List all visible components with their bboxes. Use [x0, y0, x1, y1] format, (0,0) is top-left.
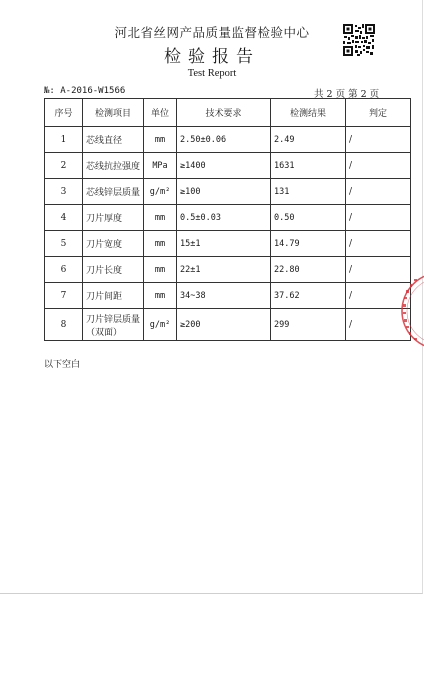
table-row [45, 205, 411, 231]
row-requirement: 2.50±0.06 [177, 127, 271, 153]
row-result: 22.80 [271, 257, 346, 283]
header-requirement: 技术要求 [177, 99, 271, 127]
row-requirement: ≥100 [177, 179, 271, 205]
row-item: 刀片长度 [83, 257, 144, 283]
row-requirement: 22±1 [177, 257, 271, 283]
row-item: 刀片锌层质量（双面） [83, 309, 144, 341]
table-row [45, 257, 411, 283]
row-result: 37.62 [271, 283, 346, 309]
row-requirement: 34~38 [177, 283, 271, 309]
row-unit: g/m² [144, 179, 177, 205]
row-verdict: / [346, 257, 411, 283]
row-item: 芯线锌层质量 [83, 179, 144, 205]
row-no: 8 [45, 309, 83, 341]
row-verdict: / [346, 231, 411, 257]
row-verdict: / [346, 179, 411, 205]
row-requirement: ≥200 [177, 309, 271, 341]
row-verdict: / [346, 127, 411, 153]
row-unit: mm [144, 127, 177, 153]
row-unit: MPa [144, 153, 177, 179]
report-subtitle: Test Report [187, 68, 237, 79]
table-row [45, 231, 411, 257]
row-verdict: / [346, 309, 411, 341]
row-verdict: / [346, 205, 411, 231]
row-unit: mm [144, 257, 177, 283]
row-no: 1 [45, 127, 83, 153]
row-result: 1631 [271, 153, 346, 179]
header-no: 序号 [45, 99, 83, 127]
report-title: 检验报告 [164, 47, 260, 67]
row-unit: g/m² [144, 309, 177, 341]
table-header-row [45, 99, 411, 127]
table-row [45, 179, 411, 205]
row-no: 3 [45, 179, 83, 205]
report-number: №: A-2016-W1566 [44, 86, 126, 96]
row-item: 刀片厚度 [83, 205, 144, 231]
row-result: 2.49 [271, 127, 346, 153]
row-result: 0.50 [271, 205, 346, 231]
table-row [45, 153, 411, 179]
table-row [45, 283, 411, 309]
official-seal-icon [396, 270, 424, 352]
table-row [45, 309, 411, 341]
blank-below-note: 以下空白 [44, 360, 81, 370]
row-no: 5 [45, 231, 83, 257]
row-unit: mm [144, 283, 177, 309]
row-result: 14.79 [271, 231, 346, 257]
header-item: 检测项目 [83, 99, 144, 127]
row-requirement: 0.5±0.03 [177, 205, 271, 231]
row-verdict: / [346, 283, 411, 309]
row-no: 7 [45, 283, 83, 309]
row-requirement: ≥1400 [177, 153, 271, 179]
row-item: 芯线抗拉强度 [83, 153, 144, 179]
row-unit: mm [144, 205, 177, 231]
row-item: 刀片间距 [83, 283, 144, 309]
results-table [44, 98, 411, 341]
row-item: 芯线直径 [83, 127, 144, 153]
table-row [45, 127, 411, 153]
organization-name: 河北省丝网产品质量监督检验中心 [114, 25, 310, 40]
row-result: 131 [271, 179, 346, 205]
page-count: 共 2 页 第 2 页 [314, 89, 380, 100]
header-result: 检测结果 [271, 99, 346, 127]
row-no: 4 [45, 205, 83, 231]
row-no: 2 [45, 153, 83, 179]
row-requirement: 15±1 [177, 231, 271, 257]
row-verdict: / [346, 153, 411, 179]
row-result: 299 [271, 309, 346, 341]
row-no: 6 [45, 257, 83, 283]
row-unit: mm [144, 231, 177, 257]
row-item: 刀片宽度 [83, 231, 144, 257]
header-verdict: 判定 [346, 99, 411, 127]
header-unit: 单位 [144, 99, 177, 127]
qr-code-icon [343, 24, 375, 56]
